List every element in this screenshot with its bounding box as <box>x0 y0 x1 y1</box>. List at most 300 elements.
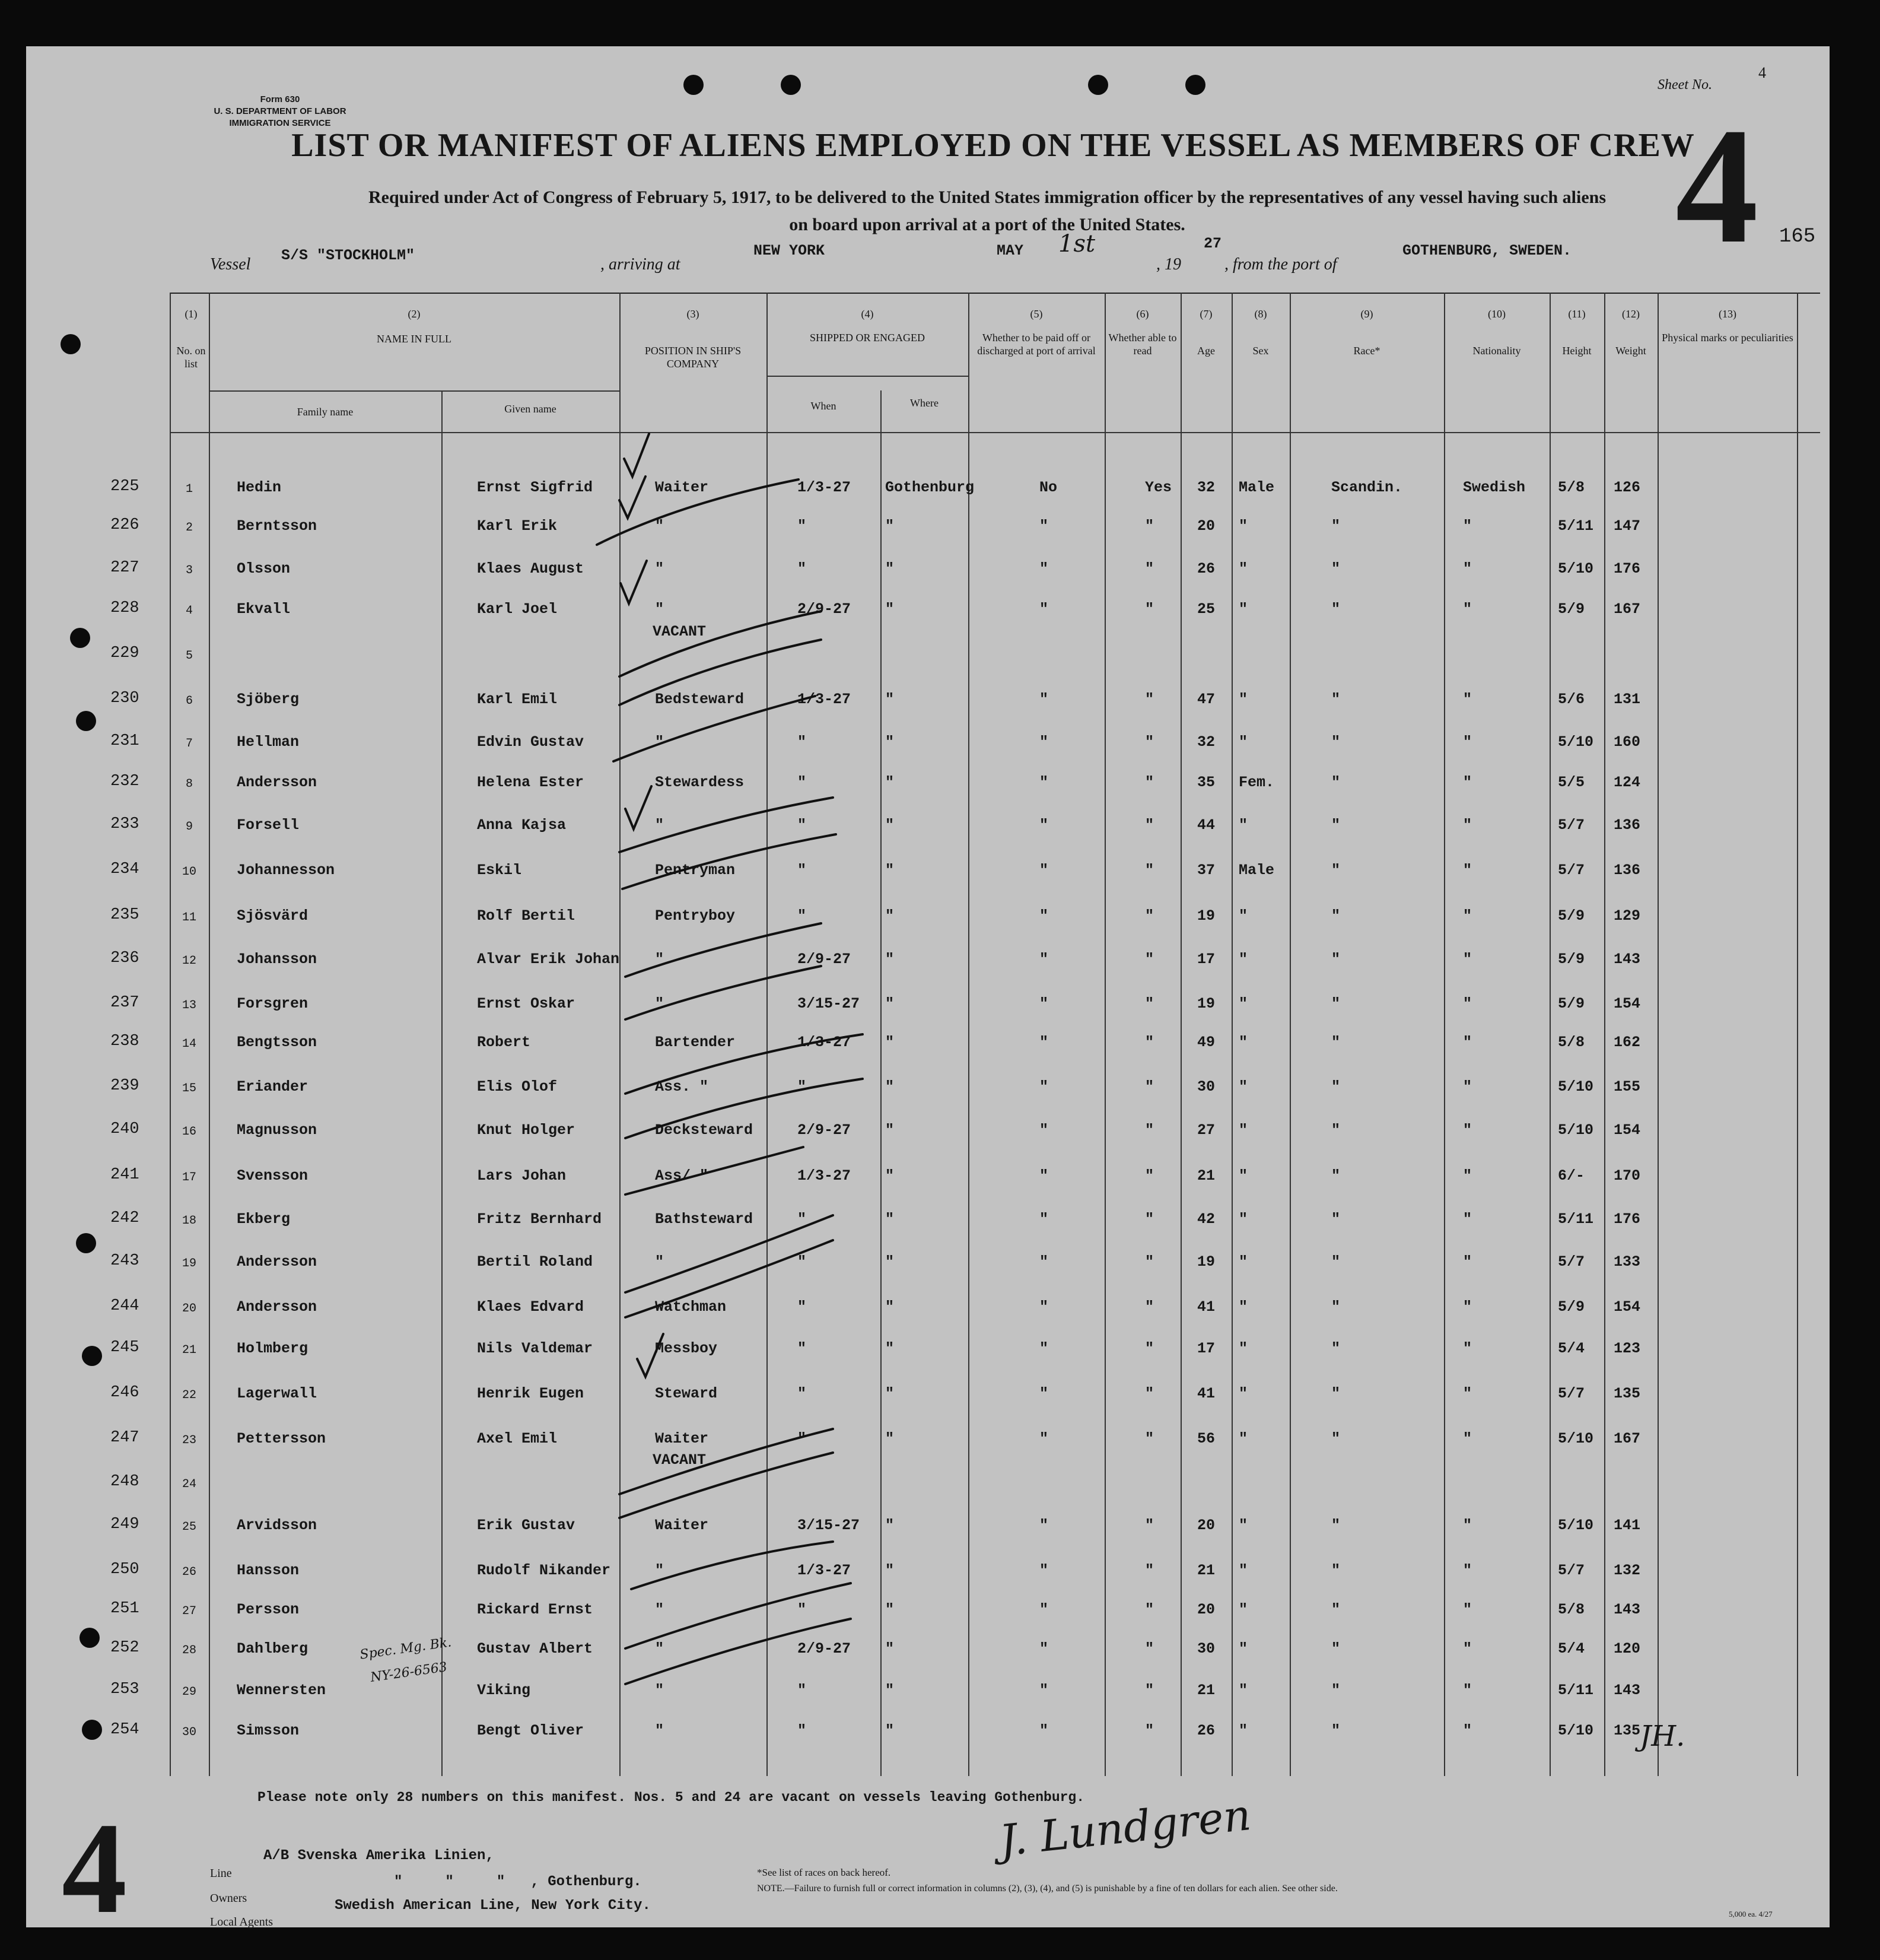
list-number: 5 <box>185 649 193 663</box>
row-ref-number: 230 <box>110 690 139 707</box>
nationality: " <box>1463 517 1472 535</box>
able-to-read: " <box>1145 691 1154 708</box>
family-name: Forsgren <box>237 995 308 1012</box>
shipped-where: " <box>885 1385 895 1402</box>
nationality: " <box>1463 907 1472 925</box>
sex: " <box>1239 691 1248 708</box>
department: U. S. DEPARTMENT OF LABOR <box>214 106 346 116</box>
paid-off: " <box>1039 907 1049 925</box>
family-name: Arvidsson <box>237 1517 317 1534</box>
able-to-read: " <box>1145 1640 1154 1657</box>
list-number: 27 <box>182 1605 196 1618</box>
row-ref-number: 249 <box>110 1516 139 1533</box>
col-header-5: (5) Whether to be paid off or discharged at port of arrival <box>977 308 1096 357</box>
row-ref-number: 234 <box>110 860 139 878</box>
age: 26 <box>1197 560 1216 577</box>
sheet-no-value: 4 <box>1758 64 1766 81</box>
able-to-read: " <box>1145 1517 1154 1534</box>
col-rule <box>1550 293 1551 1776</box>
paid-off: " <box>1039 817 1049 834</box>
page-number: 165 <box>1779 225 1816 248</box>
race: " <box>1331 1682 1341 1699</box>
punch-hole <box>61 334 81 354</box>
race: " <box>1331 1601 1341 1618</box>
position: Bartender <box>655 1034 736 1051</box>
sex: Fem. <box>1239 774 1275 791</box>
height: 5/11 <box>1558 517 1594 535</box>
col-header-4a: When <box>810 400 836 412</box>
list-number: 14 <box>182 1037 196 1051</box>
position: Ass. " <box>655 1078 709 1095</box>
col-rule <box>1181 293 1182 1776</box>
paid-off: " <box>1039 1517 1049 1534</box>
shipped-when: " <box>797 560 807 577</box>
weight: 124 <box>1614 774 1641 791</box>
sex: " <box>1239 1430 1248 1447</box>
col-header-2b: Given name <box>504 403 556 415</box>
nationality: " <box>1463 1211 1472 1228</box>
shipped-where: " <box>885 817 895 834</box>
row-ref-number: 229 <box>110 644 139 662</box>
weight: 176 <box>1614 1211 1641 1228</box>
weight: 133 <box>1614 1253 1641 1270</box>
weight: 129 <box>1614 907 1641 925</box>
service: IMMIGRATION SERVICE <box>229 118 331 128</box>
row-ref-number: 241 <box>110 1166 139 1184</box>
shipped-where: " <box>885 1167 895 1184</box>
list-number: 28 <box>182 1644 196 1657</box>
height: 5/10 <box>1558 733 1594 751</box>
weight: 154 <box>1614 1122 1641 1139</box>
sex: " <box>1239 995 1248 1012</box>
race: " <box>1331 1640 1341 1657</box>
sex: " <box>1239 951 1248 968</box>
shipped-when: 1/3-27 <box>797 1562 851 1579</box>
col-rule-sub <box>441 390 443 1776</box>
nationality: " <box>1463 1430 1472 1447</box>
sex: Male <box>1239 479 1275 496</box>
header-subrule <box>209 390 619 392</box>
shipped-when: " <box>797 817 807 834</box>
form-id <box>161 94 399 129</box>
shipped-where: " <box>885 1640 895 1657</box>
able-to-read: " <box>1145 1601 1154 1618</box>
paid-off: " <box>1039 1122 1049 1139</box>
shipped-when: " <box>797 1722 807 1739</box>
nationality: " <box>1463 1253 1472 1270</box>
shipped-where: " <box>885 517 895 535</box>
paid-off: " <box>1039 1034 1049 1051</box>
sex: " <box>1239 1601 1248 1618</box>
race: " <box>1331 1562 1341 1579</box>
paid-off: " <box>1039 1682 1049 1699</box>
weight: 167 <box>1614 1430 1641 1447</box>
nationality: " <box>1463 691 1472 708</box>
list-number: 3 <box>185 564 193 577</box>
list-number: 29 <box>182 1685 196 1699</box>
able-to-read: " <box>1145 517 1154 535</box>
sex: " <box>1239 517 1248 535</box>
height: 5/10 <box>1558 1122 1594 1139</box>
sex: " <box>1239 1340 1248 1357</box>
age: 37 <box>1197 862 1216 879</box>
age: 41 <box>1197 1385 1216 1402</box>
paid-off: " <box>1039 560 1049 577</box>
col-header-3: (3) POSITION IN SHIP'S COMPANY <box>644 308 742 370</box>
given-name: Eskil <box>477 862 522 879</box>
family-name: Pettersson <box>237 1430 326 1447</box>
race: " <box>1331 733 1341 751</box>
age: 21 <box>1197 1167 1216 1184</box>
shipped-when: 1/3-27 <box>797 1167 851 1184</box>
paid-off: " <box>1039 1722 1049 1739</box>
position: " <box>655 817 664 834</box>
punch-hole <box>79 1628 100 1648</box>
sheet-no-label: Sheet No. <box>1658 77 1712 93</box>
age: 42 <box>1197 1211 1216 1228</box>
height: 5/9 <box>1558 907 1585 925</box>
nationality: " <box>1463 1562 1472 1579</box>
list-number: 13 <box>182 999 196 1012</box>
agents-label: Local Agents <box>210 1915 273 1929</box>
shipped-where: " <box>885 1078 895 1095</box>
sex: " <box>1239 601 1248 618</box>
shipped-where: " <box>885 601 895 618</box>
penalty-note: NOTE.—Failure to furnish full or correct information in columns (2), (3), (4), and (5) is punishable by a fine of ten dollars for each alien. See other side. <box>757 1883 1338 1894</box>
position: Bathsteward <box>655 1211 753 1228</box>
line-value: A/B Svenska Amerika Linien, <box>263 1848 494 1864</box>
punch-hole <box>76 711 96 731</box>
shipped-where: " <box>885 1298 895 1316</box>
nationality: " <box>1463 1640 1472 1657</box>
list-number: 11 <box>182 911 196 925</box>
shipped-where: " <box>885 1430 895 1447</box>
shipped-where: " <box>885 1682 895 1699</box>
height: 6/- <box>1558 1167 1585 1184</box>
able-to-read: " <box>1145 1078 1154 1095</box>
given-name: Edvin Gustav <box>477 733 584 751</box>
shipped-when: " <box>797 1340 807 1357</box>
age: 19 <box>1197 1253 1216 1270</box>
vessel-label: Vessel <box>210 255 251 274</box>
sex: Male <box>1239 862 1275 879</box>
sex: " <box>1239 560 1248 577</box>
shipped-where: " <box>885 1340 895 1357</box>
row-ref-number: 231 <box>110 732 139 750</box>
big-sheet-number: 4 <box>1675 93 1758 278</box>
col-rule <box>1797 293 1798 1776</box>
row-ref-number: 225 <box>110 478 139 495</box>
sex: " <box>1239 733 1248 751</box>
punch-hole <box>1088 75 1108 95</box>
age: 25 <box>1197 601 1216 618</box>
row-ref-number: 245 <box>110 1339 139 1357</box>
vessel-name: S/S "STOCKHOLM" <box>281 247 415 264</box>
weight: 176 <box>1614 560 1641 577</box>
age: 41 <box>1197 1298 1216 1316</box>
list-number: 23 <box>182 1434 196 1447</box>
height: 5/8 <box>1558 1034 1585 1051</box>
weight: 147 <box>1614 517 1641 535</box>
shipped-when: 1/3-27 <box>797 691 851 708</box>
paid-off: " <box>1039 1601 1049 1618</box>
col-rule <box>1232 293 1233 1776</box>
sex: " <box>1239 1722 1248 1739</box>
race: " <box>1331 517 1341 535</box>
col-rule <box>619 293 621 1776</box>
age: 26 <box>1197 1722 1216 1739</box>
nationality: " <box>1463 774 1472 791</box>
family-name: Johannesson <box>237 862 335 879</box>
nationality: " <box>1463 1722 1472 1739</box>
arriving-port: NEW YORK <box>753 242 825 259</box>
line-label: Line <box>210 1867 232 1880</box>
col-rule <box>1290 293 1291 1776</box>
position: Pentryman <box>655 862 736 879</box>
family-name: Eriander <box>237 1078 308 1095</box>
given-name: Gustav Albert <box>477 1640 593 1657</box>
age: 19 <box>1197 907 1216 925</box>
col-header-7: (7) Age <box>1197 308 1215 357</box>
row-ref-number: 237 <box>110 994 139 1012</box>
list-number: 8 <box>185 777 193 791</box>
paid-off: " <box>1039 1211 1049 1228</box>
position: Decksteward <box>655 1122 753 1139</box>
shipped-when: " <box>797 1078 807 1095</box>
weight: 170 <box>1614 1167 1641 1184</box>
able-to-read: " <box>1145 817 1154 834</box>
height: 5/8 <box>1558 1601 1585 1618</box>
list-number: 9 <box>185 820 193 834</box>
page-title: LIST OR MANIFEST OF ALIENS EMPLOYED ON THE VESSEL AS MEMBERS OF CREW <box>291 127 1695 164</box>
shipped-where: " <box>885 1253 895 1270</box>
list-number: 4 <box>185 604 193 618</box>
punch-hole <box>683 75 704 95</box>
position: " <box>655 1562 664 1579</box>
position: Waiter <box>655 479 709 496</box>
shipped-where: " <box>885 560 895 577</box>
shipped-when: " <box>797 1385 807 1402</box>
sex: " <box>1239 1562 1248 1579</box>
list-number: 18 <box>182 1214 196 1228</box>
given-name: Elis Olof <box>477 1078 558 1095</box>
height: 5/5 <box>1558 774 1585 791</box>
age: 35 <box>1197 774 1216 791</box>
paid-off: " <box>1039 1385 1049 1402</box>
height: 5/6 <box>1558 691 1585 708</box>
list-number: 17 <box>182 1171 196 1184</box>
able-to-read: " <box>1145 1034 1154 1051</box>
col-header-8: (8) Sex <box>1252 308 1269 357</box>
shipped-where: " <box>885 1562 895 1579</box>
position: " <box>655 601 664 618</box>
weight: 167 <box>1614 601 1641 618</box>
able-to-read: " <box>1145 1430 1154 1447</box>
paid-off: " <box>1039 1562 1049 1579</box>
able-to-read: " <box>1145 907 1154 925</box>
position: " <box>655 517 664 535</box>
height: 5/7 <box>1558 1385 1585 1402</box>
weight: 162 <box>1614 1034 1641 1051</box>
list-number: 19 <box>182 1257 196 1270</box>
list-number: 24 <box>182 1478 196 1491</box>
shipped-where: " <box>885 995 895 1012</box>
age: 21 <box>1197 1562 1216 1579</box>
page-subtitle <box>210 184 1764 239</box>
age: 47 <box>1197 691 1216 708</box>
age: 44 <box>1197 817 1216 834</box>
position: " <box>655 1640 664 1657</box>
row-ref-number: 235 <box>110 906 139 924</box>
margin-note-line2: NY-26-6563 <box>369 1660 448 1685</box>
punch-hole <box>70 628 90 648</box>
race: " <box>1331 1034 1341 1051</box>
paid-off: " <box>1039 1340 1049 1357</box>
nationality: " <box>1463 1078 1472 1095</box>
col-rule <box>1604 293 1605 1776</box>
given-name: Bengt Oliver <box>477 1722 584 1739</box>
nationality: " <box>1463 1167 1472 1184</box>
signature: J. Lundgren <box>997 1790 1254 1866</box>
race: " <box>1331 774 1341 791</box>
shipped-where: " <box>885 1122 895 1139</box>
paid-off: " <box>1039 774 1049 791</box>
race: Scandin. <box>1331 479 1403 496</box>
list-number: 20 <box>182 1302 196 1316</box>
age: 21 <box>1197 1682 1216 1699</box>
paid-off: " <box>1039 1298 1049 1316</box>
family-name: Sjösvärd <box>237 907 308 925</box>
age: 19 <box>1197 995 1216 1012</box>
form-number: Form 630 <box>260 94 300 104</box>
arrival-month: MAY <box>997 242 1024 259</box>
position: Steward <box>655 1385 718 1402</box>
family-name: Hellman <box>237 733 300 751</box>
weight: 136 <box>1614 862 1641 879</box>
weight: 126 <box>1614 479 1641 496</box>
arrival-year: 27 <box>1204 235 1222 252</box>
list-number: 26 <box>182 1565 196 1579</box>
shipped-where: " <box>885 862 895 879</box>
race: " <box>1331 862 1341 879</box>
family-name: Hedin <box>237 479 282 496</box>
sex: " <box>1239 1640 1248 1657</box>
nationality: " <box>1463 817 1472 834</box>
list-number: 21 <box>182 1343 196 1357</box>
punch-hole <box>1185 75 1205 95</box>
age: 30 <box>1197 1640 1216 1657</box>
col-rule-sub <box>880 390 882 1776</box>
nationality: " <box>1463 1122 1472 1139</box>
nationality: " <box>1463 995 1472 1012</box>
nationality: " <box>1463 733 1472 751</box>
list-number: 1 <box>185 482 193 496</box>
col-rule <box>1658 293 1659 1776</box>
row-ref-number: 240 <box>110 1120 139 1138</box>
position: " <box>655 1253 664 1270</box>
given-name: Ernst Sigfrid <box>477 479 593 496</box>
col-header-4b: Where <box>910 397 939 409</box>
family-name: Ekvall <box>237 601 291 618</box>
able-to-read: " <box>1145 1211 1154 1228</box>
shipped-when: " <box>797 1211 807 1228</box>
subtitle-line-1: Required under Act of Congress of February 5, 1917, to be delivered to the United States immigration officer by the representatives of any vessel having such aliens <box>368 188 1606 207</box>
list-number: 7 <box>185 737 193 751</box>
given-name: Karl Erik <box>477 517 558 535</box>
able-to-read: " <box>1145 1167 1154 1184</box>
col-header-1: (1) No. on list <box>176 308 206 370</box>
position: Stewardess <box>655 774 745 791</box>
given-name: Alvar Erik Johan <box>477 951 620 968</box>
position: " <box>655 560 664 577</box>
col-header-9: (9) Race* <box>1353 308 1380 357</box>
position: Ass/ " <box>655 1167 709 1184</box>
race: " <box>1331 1430 1341 1447</box>
height: 5/7 <box>1558 862 1585 879</box>
given-name: Ernst Oskar <box>477 995 575 1012</box>
race: " <box>1331 1253 1341 1270</box>
shipped-when: " <box>797 862 807 879</box>
family-name: Andersson <box>237 774 317 791</box>
col-rule <box>1105 293 1106 1776</box>
row-ref-number: 243 <box>110 1252 139 1270</box>
shipped-when: 1/3-27 <box>797 479 851 496</box>
height: 5/4 <box>1558 1340 1585 1357</box>
age: 20 <box>1197 1517 1216 1534</box>
shipped-when: 2/9-27 <box>797 601 851 618</box>
manifest-sheet <box>26 46 1830 1940</box>
age: 20 <box>1197 1601 1216 1618</box>
shipped-when: 3/15-27 <box>797 1517 860 1534</box>
family-name: Ekberg <box>237 1211 291 1228</box>
position: " <box>655 1682 664 1699</box>
position: VACANT <box>653 623 707 640</box>
row-ref-number: 228 <box>110 599 139 617</box>
able-to-read: " <box>1145 560 1154 577</box>
race: " <box>1331 691 1341 708</box>
height: 5/10 <box>1558 1430 1594 1447</box>
shipped-when: 2/9-27 <box>797 1640 851 1657</box>
row-ref-number: 248 <box>110 1473 139 1491</box>
subtitle-line-2: on board upon arrival at a port of the United States. <box>789 215 1185 234</box>
list-number: 2 <box>185 521 193 535</box>
height: 5/9 <box>1558 995 1585 1012</box>
sex: " <box>1239 1211 1248 1228</box>
weight: 143 <box>1614 1601 1641 1618</box>
height: 5/9 <box>1558 951 1585 968</box>
race: " <box>1331 951 1341 968</box>
race: " <box>1331 601 1341 618</box>
height: 5/7 <box>1558 817 1585 834</box>
shipped-when: " <box>797 1682 807 1699</box>
height: 5/10 <box>1558 1722 1594 1739</box>
from-port-label: , from the port of <box>1224 255 1337 274</box>
nationality: " <box>1463 1517 1472 1534</box>
able-to-read: " <box>1145 1385 1154 1402</box>
able-to-read: " <box>1145 1682 1154 1699</box>
race: " <box>1331 1078 1341 1095</box>
race: " <box>1331 1517 1341 1534</box>
print-code: 5,000 ea. 4/27 <box>1729 1910 1773 1918</box>
paid-off: " <box>1039 517 1049 535</box>
weight: 131 <box>1614 691 1641 708</box>
nationality: " <box>1463 1682 1472 1699</box>
able-to-read: " <box>1145 995 1154 1012</box>
list-number: 12 <box>182 954 196 968</box>
shipped-when: 2/9-27 <box>797 1122 851 1139</box>
sex: " <box>1239 1385 1248 1402</box>
race: " <box>1331 1340 1341 1357</box>
